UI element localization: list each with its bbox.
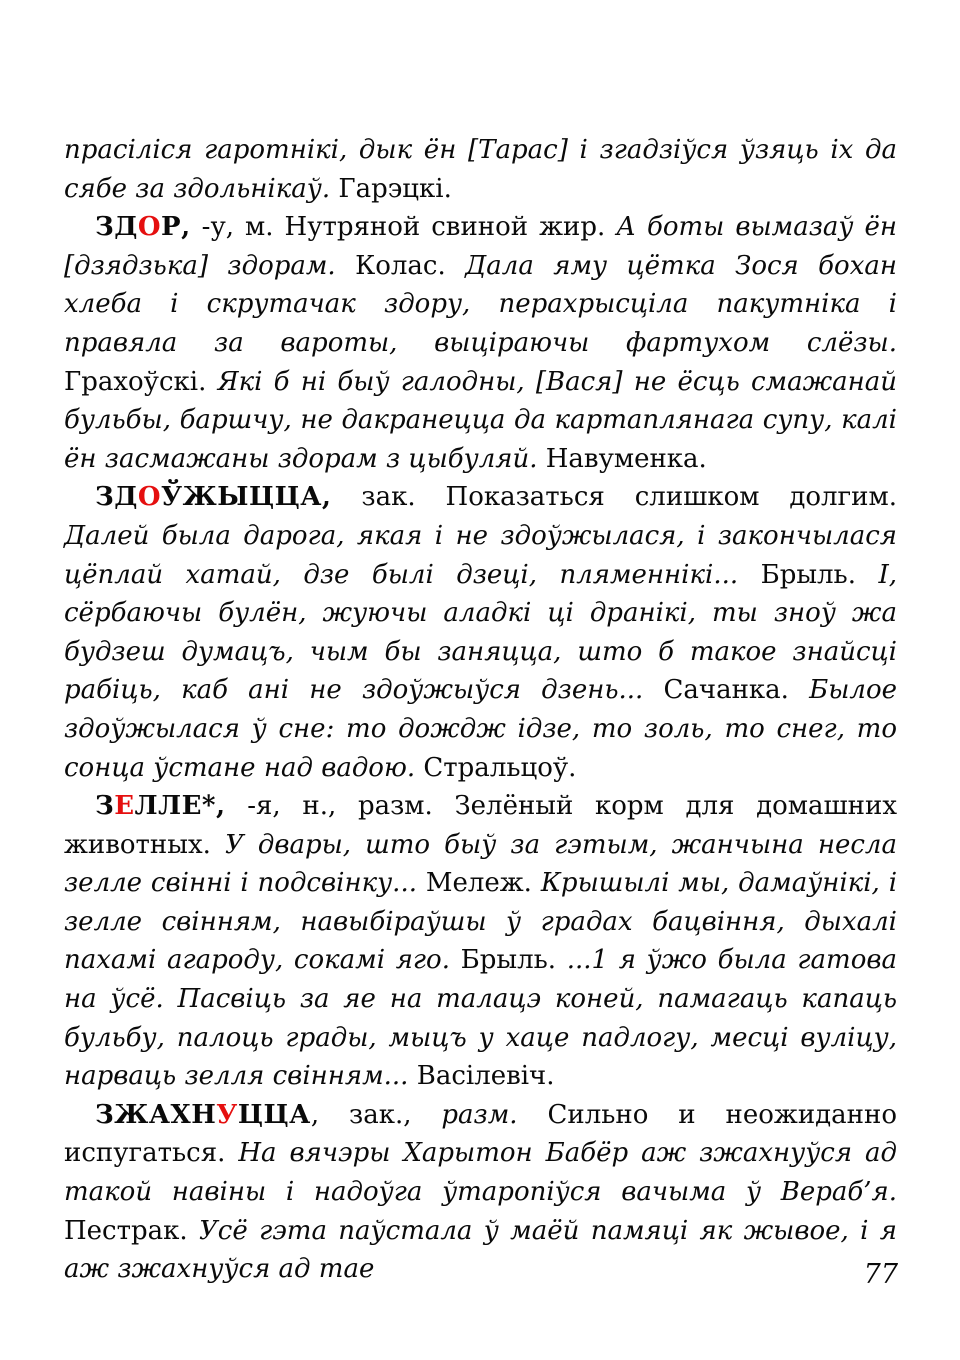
headword-text: Р, xyxy=(161,212,191,243)
citation-text: І, сёрбаючы булён, жуючы аладкі ці дранікі, ты зноў жа будзеш думацъ, чым бы заняцца, што б такое знайсці рабіць, каб ані не здоўжыўся дзень... xyxy=(64,559,897,706)
definition-text: Колас. xyxy=(355,250,466,281)
citation-text: ...1 я ўжо была гатова на ўсё. Пасвіць за яе на талацэ коней, памагаць капаць бульбу, палоць грады, мыцъ у хаце падлогу, месці вуліцу, нарваць зелля свінням... xyxy=(64,945,897,1092)
entry-zelle xyxy=(64,787,897,1096)
headword-text: З xyxy=(95,791,115,822)
definition-text: Брыль. xyxy=(760,559,879,590)
definition-text: Мележ. xyxy=(425,868,541,899)
citation-text: Усё гэта паўстала ў маёй памяці як жывое, і я аж зжахнуўся ад тае xyxy=(64,1215,897,1285)
citation-text: разм. xyxy=(441,1099,548,1130)
citation-text: На вячэры Харытон Бабёр аж зжахнуўся ад такой навіны і надоўга ўтаропіўся вачыма ў Вераб’я. xyxy=(64,1138,897,1208)
headword-stress-letter: У xyxy=(216,1099,238,1130)
headword-text: ЛЛЕ*, xyxy=(134,791,226,822)
citation-text: А боты вымазаў ён [дзядзька] здорам. xyxy=(64,212,897,281)
definition-text: Сачанка. xyxy=(663,675,810,706)
citation-text: Былое здоўжылася ў сне: то дождж ідзе, то золь, то снег, то сонца ўстане над вадою. xyxy=(64,675,897,783)
citation-text: Далей была дарога, якая і не здоўжылася, і закончылася цёплай хатай, дзе былі дзеці, пляменнікі... xyxy=(64,520,897,590)
headword-text: ЎЖЫЦЦА, xyxy=(161,482,332,513)
headword-stress-letter: Е xyxy=(114,791,135,822)
citation-text: прасіліся гаротнікі, дык ён [Тарас] і згадзіўся ўзяць іх да сябе за здольнікаў. xyxy=(64,135,897,204)
entry-zzhakhnucca xyxy=(64,1096,897,1289)
headword-text: ЗД xyxy=(95,212,138,243)
headword-text: ЗД xyxy=(95,482,138,513)
definition-text: Васілевіч. xyxy=(416,1061,555,1092)
paragraph-continuation-harecki xyxy=(64,131,897,208)
definition-text: Пестрак. xyxy=(64,1215,200,1246)
definition-text: -я, н., разм. Зелёный корм для домашних животных. xyxy=(64,791,897,860)
definition-text: Навуменка. xyxy=(545,443,707,474)
citation-text: Крышылі мы, дамаўнікі, і зелле свінням, навыбіраўшы ў градах бацвіння, дыхалі пахамі агароду, сокамі яго. xyxy=(64,868,898,976)
headword-stress-letter: О xyxy=(137,482,162,513)
citation-text: Дала яму цётка Зося бохан хлеба і скрутачак здору, перахрысціла пакутніка і правяла за вароты, выціраючы фартухом слёзы. xyxy=(64,250,897,358)
definition-text: Сильно и неожиданно испугаться. xyxy=(64,1099,897,1169)
headword-text: ЦЦА xyxy=(237,1099,311,1130)
definition-text: Гарэцкі. xyxy=(338,173,452,204)
definition-text: Брыль. xyxy=(460,945,567,976)
headword-stress-letter: О xyxy=(137,212,162,243)
citation-text: У двары, што быў за гэтым, жанчына несла зелле свінні і подсвінку... xyxy=(64,829,897,899)
definition-text: Стральцоў. xyxy=(423,752,577,783)
entry-zdouzhycca xyxy=(64,478,897,787)
entry-zdor xyxy=(64,208,897,478)
headword-text: ЗЖАХН xyxy=(95,1099,217,1130)
page-number: 77 xyxy=(863,1259,898,1290)
definition-text: , зак., xyxy=(310,1099,442,1130)
definition-text: зак. Показаться слишком долгим. xyxy=(331,482,897,513)
definition-text: -у, м. Нутряной свиной жир. xyxy=(190,212,617,243)
definition-text: Грахоўскі. xyxy=(64,366,218,397)
citation-text: Які б ні быў галодны, [Вася] не ёсць смажанай бульбы, баршчу, не дакранецца да картаплянага супу, калі ён засмажаны здорам з цыбуляй. xyxy=(64,366,897,474)
text-block xyxy=(64,131,897,1289)
